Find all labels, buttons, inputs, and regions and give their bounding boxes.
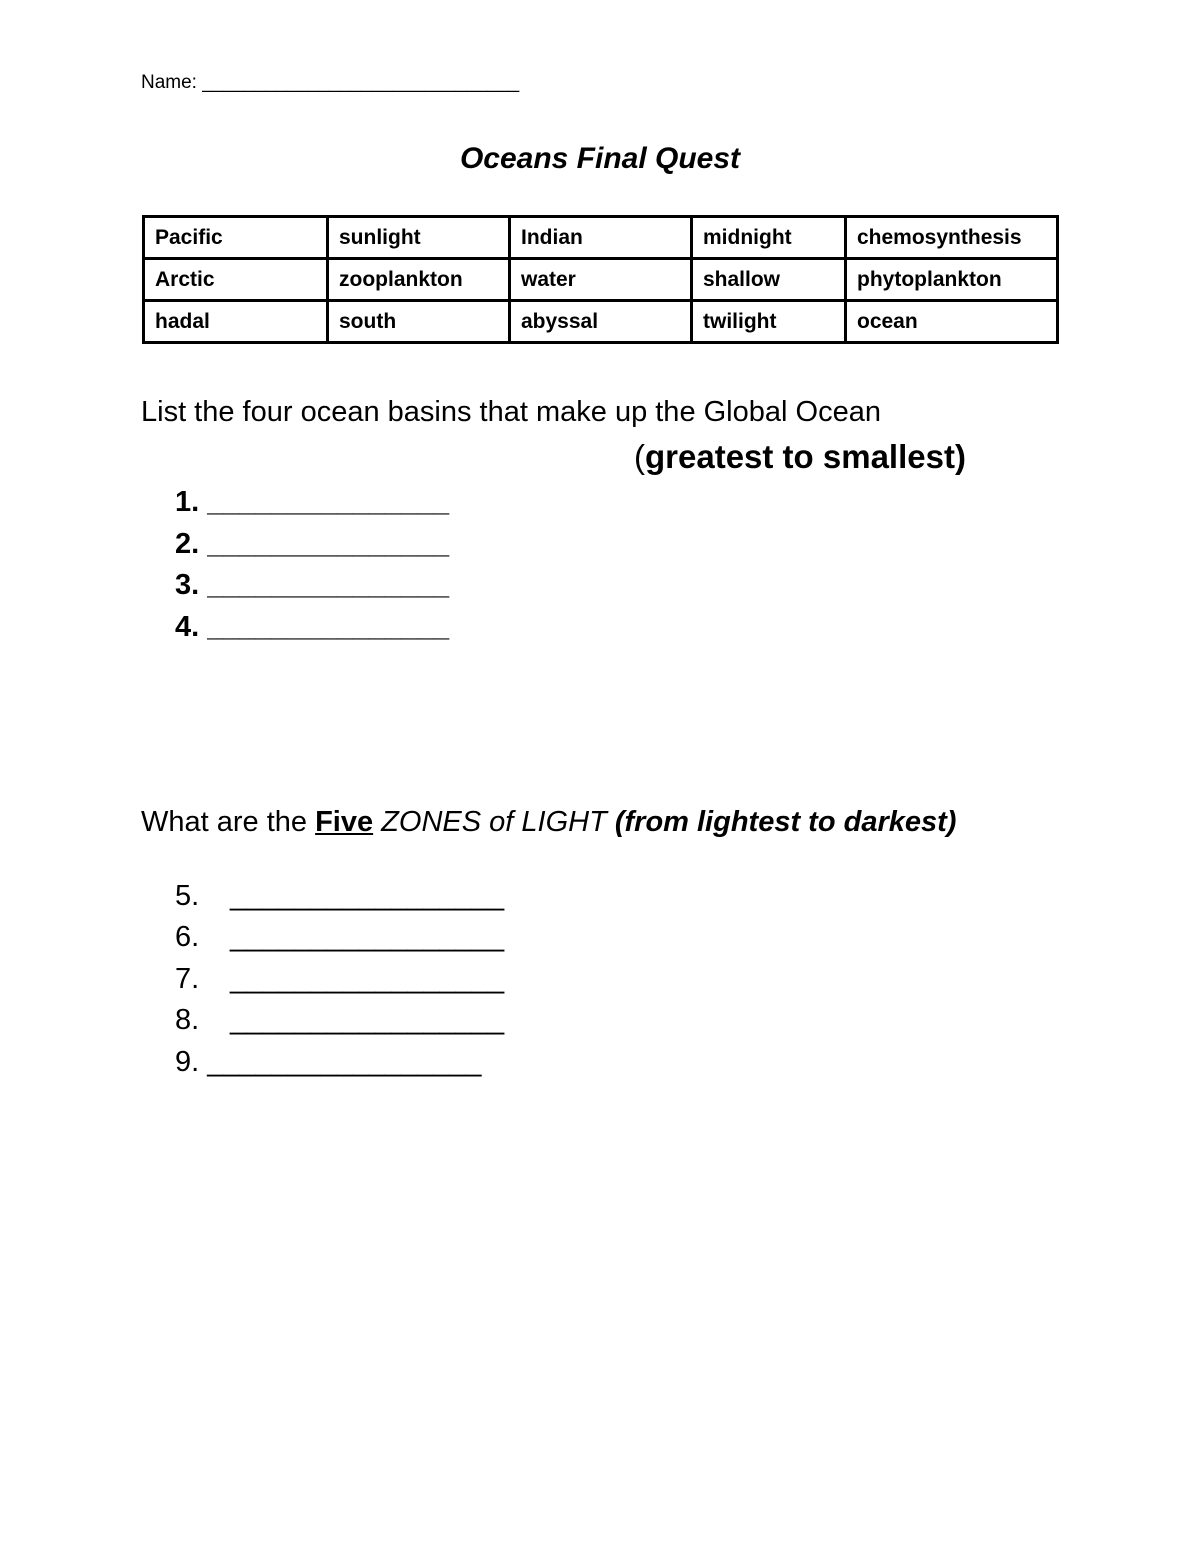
word-bank-cell: water: [510, 259, 692, 301]
question-ocean-basins: List the four ocean basins that make up the Global Ocean: [141, 396, 881, 428]
question-ocean-basins-qualifier: [634, 438, 966, 476]
answer-blank-1[interactable]: 1. _______________: [175, 486, 450, 518]
answer-blank-6[interactable]: [175, 921, 504, 954]
word-bank-cell: south: [328, 301, 510, 343]
word-bank-cell: midnight: [692, 217, 846, 259]
answer-number: 5.: [175, 880, 200, 912]
answer-blank-3[interactable]: 3. _______________: [175, 569, 450, 601]
answer-blank-4[interactable]: 4. _______________: [175, 611, 450, 643]
word-bank-cell: abyssal: [510, 301, 692, 343]
worksheet-title: Oceans Final Quest: [459, 142, 741, 175]
word-bank-cell: Pacific: [144, 217, 328, 259]
word-bank-cell: hadal: [144, 301, 328, 343]
question-order: (from lightest to darkest): [614, 806, 957, 838]
word-bank-cell: shallow: [692, 259, 846, 301]
word-bank-cell: twilight: [692, 301, 846, 343]
word-bank-cell: Arctic: [144, 259, 328, 301]
word-bank-cell: sunlight: [328, 217, 510, 259]
question-emphasis: Five: [315, 806, 374, 838]
word-bank-cell: Indian: [510, 217, 692, 259]
word-bank-cell: ocean: [846, 301, 1058, 343]
question-light-zones: [141, 806, 956, 839]
word-bank-table: [142, 215, 1059, 344]
answer-number: 6.: [175, 921, 200, 953]
answer-blank-5[interactable]: [175, 880, 504, 913]
answer-number: 8.: [175, 1004, 200, 1036]
answer-line: _________________: [230, 963, 505, 995]
name-field-label: Name: ______________________________: [141, 72, 520, 93]
word-bank-row: [144, 259, 1058, 301]
word-bank-cell: phytoplankton: [846, 259, 1058, 301]
question-zones: ZONES of LIGHT: [373, 806, 615, 838]
answer-blank-8[interactable]: [175, 1004, 504, 1037]
word-bank-row: [144, 301, 1058, 343]
question-prefix: What are the: [141, 806, 316, 838]
word-bank-cell: zooplankton: [328, 259, 510, 301]
answer-blank-7[interactable]: [175, 963, 504, 996]
answer-line: _________________: [230, 921, 505, 953]
answer-blank-9[interactable]: 9. _________________: [175, 1046, 482, 1078]
word-bank-cell: chemosynthesis: [846, 217, 1058, 259]
answer-line: _________________: [230, 880, 505, 912]
qualifier-text: greatest to smallest): [645, 438, 966, 475]
answer-blank-2[interactable]: 2. _______________: [175, 528, 450, 560]
answer-line: _________________: [230, 1004, 505, 1036]
qualifier-paren: (: [634, 438, 645, 475]
answer-number: 7.: [175, 963, 200, 995]
word-bank-row: [144, 217, 1058, 259]
